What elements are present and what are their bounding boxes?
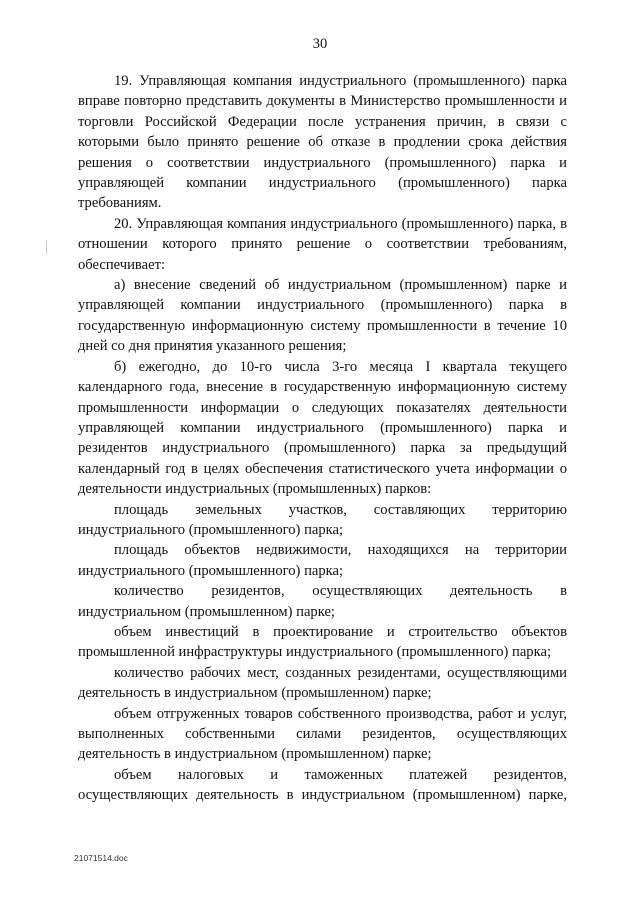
scan-margin-mark [46,240,47,254]
page-number: 30 [312,36,328,52]
paragraph-20: 20. Управляющая компания индустриального (промышленного) парка, в отношении которого принято решение о соответствии требованиям, обеспечивает: [78,215,567,273]
indicator-shipped-goods: объем отгруженных товаров собственного производства, работ и услуг, выполненных собственными силами резидентов, осуществляющих деятельность в индустриальном (промышленном) парке; [78,705,567,763]
indicator-investment-volume: объем инвестиций в проектирование и строительство объектов промышленной инфраструктуры индустриального (промышленного) парка; [78,623,567,661]
indicator-jobs-created: количество рабочих мест, созданных резидентами, осуществляющими деятельность в индустриальном (промышленном) парке; [78,664,567,702]
indicator-tax-payments: объем налоговых и таможенных платежей резидентов, осуществляющих деятельность в индустриальном (промышленном) парке, [78,766,567,804]
subparagraph-a: а) внесение сведений об индустриальном (промышленном) парке и управляющей компании индустриального (промышленного) парка в государственную информационную систему промышленности в течение 10 дней со дня принятия указанного решения; [78,277,567,355]
indicator-real-estate-area: площадь объектов недвижимости, находящихся на территории индустриального (промышленного) парка; [78,542,567,579]
indicator-land-area: площадь земельных участков, составляющих территорию индустриального (промышленного) парка; [78,501,567,538]
paragraph-19: 19. Управляющая компания индустриального (промышленного) парка вправе повторно представить документы в Министерство промышленности и торговли Российской Федерации после устранения причин, в связи с которыми было принято решение об отказе в продлении срока действия решения о соответствии индустриального (промышленного) парка и управляющей компании индустриального (промышленного) парка требованиям. [78,73,567,212]
indicator-resident-count: количество резидентов, осуществляющих деятельность в индустриальном (промышленном) парке; [78,583,567,620]
footer-file-code: 21071514.doc [74,853,128,863]
subparagraph-b: б) ежегодно, до 10-го числа 3-го месяца I квартала текущего календарного года, внесение в государственную информационную систему промышленности информации о следующих показателях деятельности управляющей компании индустриального (промышленного) парка и резидентов индустриального (промышленного) парка за предыдущий календарный год в целях обеспечения статистического учета информации о деятельности индустриальных (промышленных) парков: [78,358,567,498]
document-body [78,71,567,806]
